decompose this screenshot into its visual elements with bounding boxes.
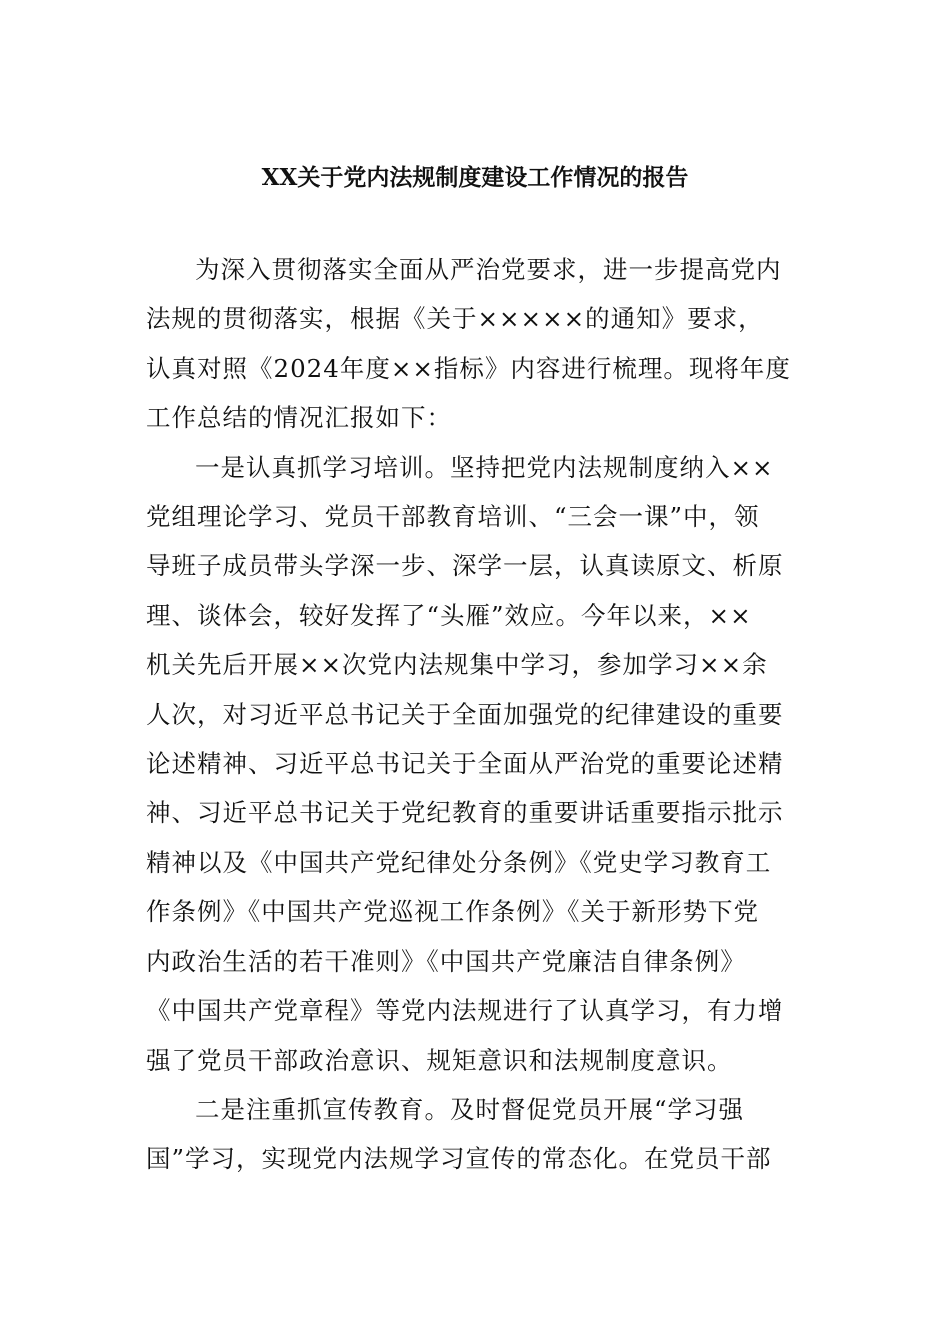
paragraph-study-training	[146, 443, 808, 1085]
document-title: XX关于党内法规制度建设工作情况的报告	[261, 164, 689, 191]
text-line: 导班子成员带头学深一步、深学一层，认真读原文、析原	[146, 551, 784, 581]
text-line: 国”学习，实现党内法规学习宣传的常态化。在党员干部	[146, 1144, 772, 1174]
text-line: 作条例》《中国共产党巡视工作条例》《关于新形势下党	[146, 897, 759, 927]
text-line: 强了党员干部政治意识、规矩意识和法规制度意识。	[146, 1045, 733, 1075]
document-body	[146, 245, 808, 1184]
paragraph-intro	[146, 245, 808, 443]
text-line: 内政治生活的若干准则》《中国共产党廉洁自律条例》	[146, 946, 746, 976]
text-line: 法规的贯彻落实，根据《关于×××××的通知》要求，	[146, 304, 764, 334]
text-line: 人次，对习近平总书记关于全面加强党的纪律建设的重要	[146, 699, 784, 729]
text-line: 机关先后开展××次党内法规集中学习，参加学习××余	[146, 650, 768, 680]
text-line: 《中国共产党章程》等党内法规进行了认真学习，有力增	[146, 996, 784, 1026]
text-line: 论述精神、习近平总书记关于全面从严治党的重要论述精	[146, 749, 784, 779]
paragraph-publicity-education	[146, 1085, 808, 1184]
text-line: 神、习近平总书记关于党纪教育的重要讲话重要指示批示	[146, 798, 784, 828]
text-line: 认真对照《2024年度××指标》内容进行梳理。现将年度	[146, 353, 791, 383]
text-line: 精神以及《中国共产党纪律处分条例》《党史学习教育工	[146, 847, 772, 877]
text-line: 工作总结的情况汇报如下：	[146, 403, 452, 433]
text-line: 为深入贯彻落实全面从严治党要求，进一步提高党内	[195, 255, 782, 284]
text-line: 二是注重抓宣传教育。及时督促党员开展“学习强	[195, 1094, 745, 1124]
text-line: 党组理论学习、党员干部教育培训、“三会一课”中，领	[146, 502, 760, 532]
text-line: 理、谈体会，较好发挥了“头雁”效应。今年以来，××	[146, 600, 752, 630]
text-line: 一是认真抓学习培训。坚持把党内法规制度纳入××	[195, 452, 774, 482]
